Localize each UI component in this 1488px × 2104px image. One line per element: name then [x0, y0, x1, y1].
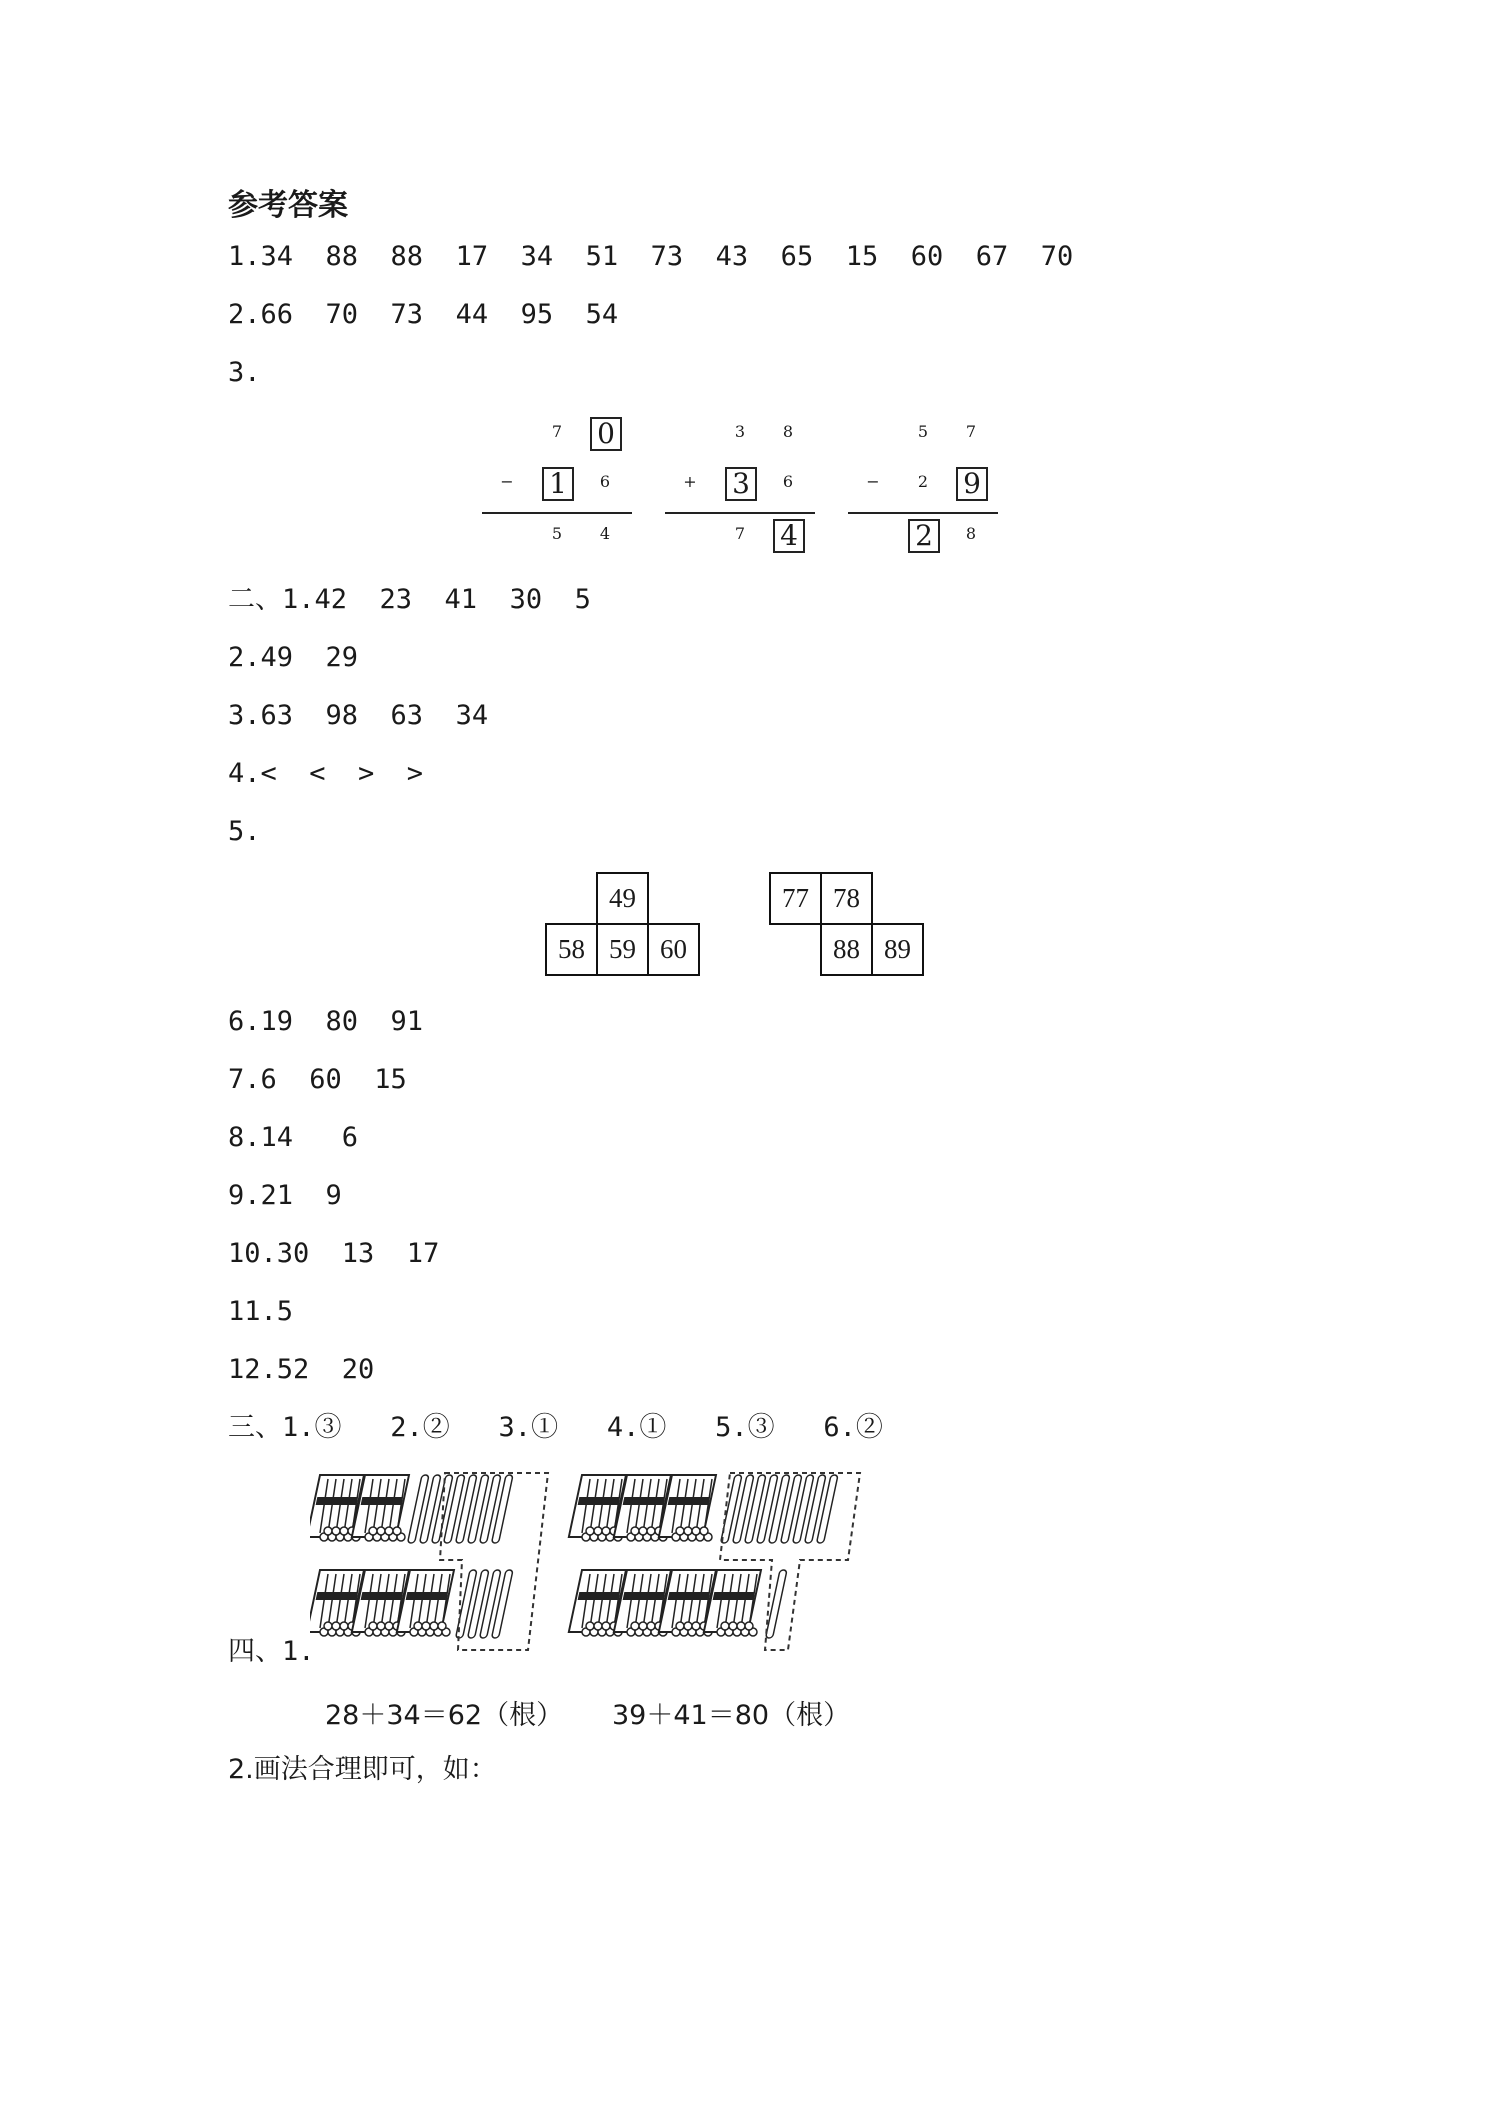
answer-line-1-3: 3.	[228, 357, 261, 388]
arith-1-second-ones: 6	[599, 472, 611, 491]
arith-3-second-tens: 2	[917, 472, 929, 491]
equation-2: 39＋41＝80（根）	[612, 1700, 851, 1731]
answer-line-2-11: 11.5	[228, 1296, 294, 1327]
answer-line-2-10: 10.30 13 17	[228, 1238, 440, 1269]
arith-3-second-ones-box: 9	[956, 467, 988, 501]
answer-line-2-4: 4.< < > >	[228, 758, 424, 789]
arith-1-result-tens: 5	[551, 524, 563, 543]
answer-line-2-2: 2.49 29	[228, 642, 359, 673]
arith-1-top-tens: 7	[551, 422, 563, 441]
answer-line-2-8: 8.14 6	[228, 1122, 359, 1153]
answer-line-4-2: 2.画法合理即可，如：	[228, 1754, 497, 1785]
arith-2-operator: +	[683, 472, 697, 491]
grid-cell: 88	[820, 923, 873, 976]
arith-1-result-ones: 4	[599, 524, 611, 543]
arith-1-operator: −	[500, 472, 514, 491]
answer-line-2-1: 二、1.42 23 41 30 5	[228, 584, 591, 615]
arith-3-top-tens: 5	[917, 422, 929, 441]
arith-1-rule	[482, 512, 632, 514]
arith-2-result-tens: 7	[734, 524, 746, 543]
answer-line-1-1: 1.34 88 88 17 34 51 73 43 65 15 60 67 70	[228, 241, 1074, 272]
answer-line-1-2: 2.66 70 73 44 95 54	[228, 299, 619, 330]
answer-line-2-6: 6.19 80 91	[228, 1006, 424, 1037]
stick-bundles-illustration	[310, 1465, 870, 1655]
arith-2-result-ones-box: 4	[773, 519, 805, 553]
number-grid-left	[545, 872, 707, 978]
grid-cell: 58	[545, 923, 598, 976]
equation-1: 28＋34＝62（根）	[325, 1700, 564, 1731]
grid-cell: 60	[647, 923, 700, 976]
arith-2-rule	[665, 512, 815, 514]
arith-1-top-ones-box: 0	[590, 417, 622, 451]
arith-2-second-ones: 6	[782, 472, 794, 491]
arith-3-result-tens-box: 2	[908, 519, 940, 553]
answer-line-3-1: 三、1.③ 2.② 3.① 4.① 5.③ 6.②	[228, 1412, 883, 1443]
grid-cell: 59	[596, 923, 649, 976]
arith-1-second-tens-box: 1	[542, 467, 574, 501]
page-title: 参考答案	[228, 188, 348, 223]
arith-3-result-ones: 8	[965, 524, 977, 543]
grid-cell: 77	[769, 872, 822, 925]
arith-2-top-tens: 3	[734, 422, 746, 441]
answer-line-2-3: 3.63 98 63 34	[228, 700, 489, 731]
answer-line-2-7: 7.6 60 15	[228, 1064, 407, 1095]
grid-cell: 49	[596, 872, 649, 925]
answer-line-2-5: 5.	[228, 816, 261, 847]
grid-cell: 78	[820, 872, 873, 925]
answer-line-2-9: 9.21 9	[228, 1180, 342, 1211]
arith-2-top-ones: 8	[782, 422, 794, 441]
answer-label-4-1: 四、1.	[228, 1636, 315, 1667]
grid-cell: 89	[871, 923, 924, 976]
arith-3-rule	[848, 512, 998, 514]
arith-3-top-ones: 7	[965, 422, 977, 441]
arith-3-operator: −	[866, 472, 880, 491]
arith-2-second-tens-box: 3	[725, 467, 757, 501]
number-grid-right	[769, 872, 931, 978]
answer-line-2-12: 12.52 20	[228, 1354, 375, 1385]
